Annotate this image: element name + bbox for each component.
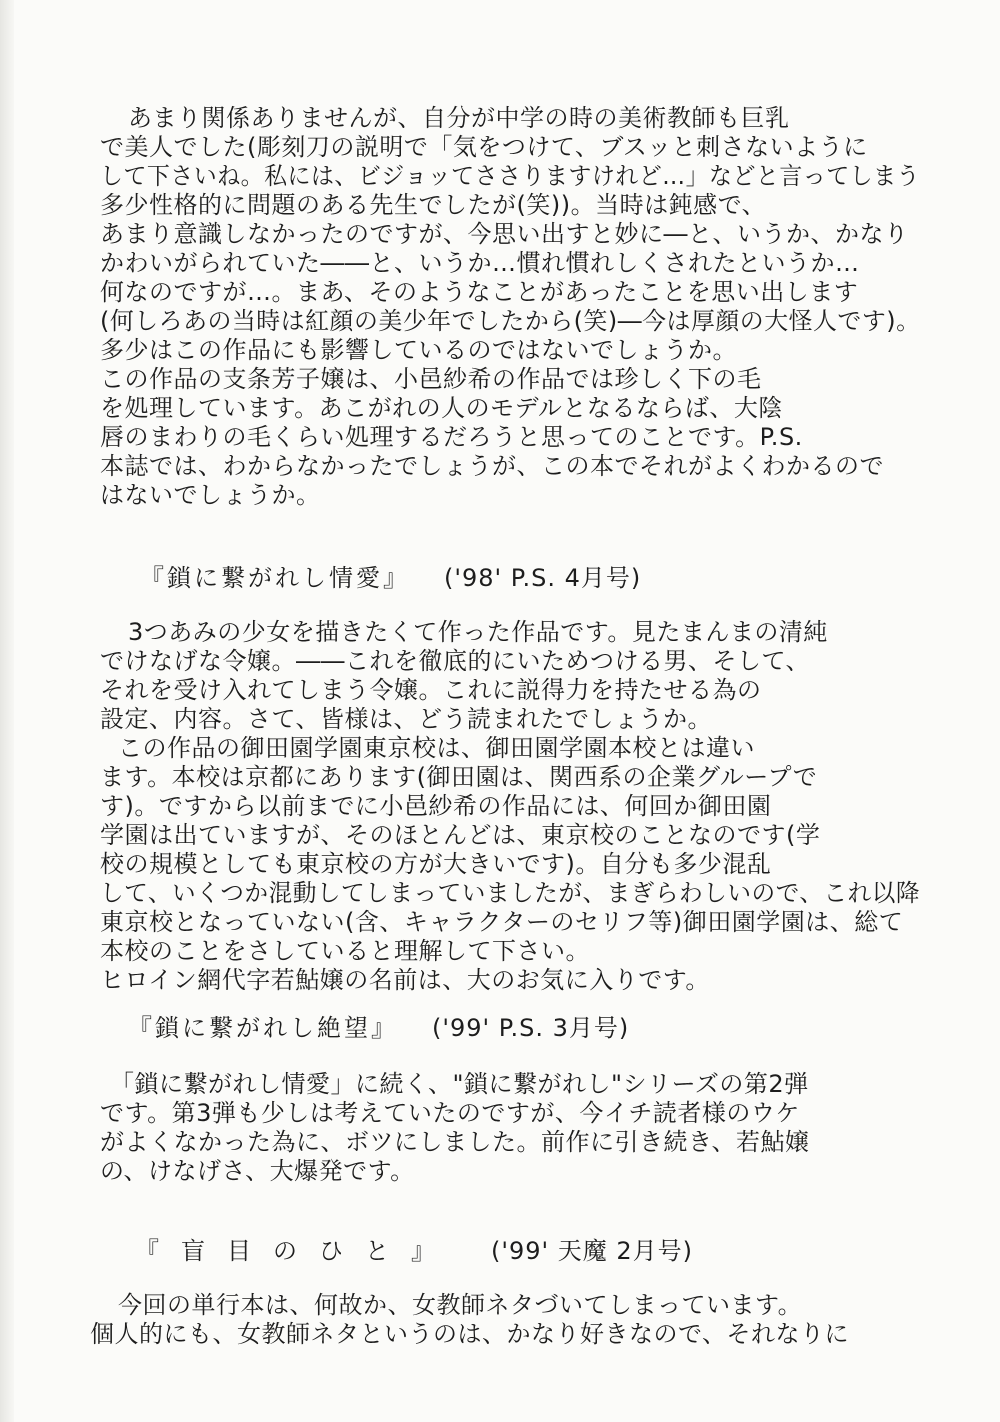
intro-line: して下さいね。私には、ビジョッてささりますけれど…」などと言ってしまう bbox=[100, 162, 921, 190]
intro-line: 多少はこの作品にも影響しているのではないでしょうか。 bbox=[100, 336, 737, 364]
section-issue: ('99' 天魔 2月号) bbox=[491, 1237, 693, 1265]
section-line: ヒロイン網代字若鮎嬢の名前は、大のお気に入りです。 bbox=[100, 966, 710, 994]
section-heading bbox=[128, 1013, 629, 1043]
section-line: 学園は出ていますが、そのほとんどは、東京校のことなのです(学 bbox=[100, 821, 821, 849]
intro-line: 唇のまわりの毛くらい処理するだろうと思ってのことです。P.S. bbox=[100, 423, 803, 451]
section-title: 『盲目のひと』 bbox=[135, 1237, 457, 1265]
section-line: 本校のことをさしていると理解して下さい。 bbox=[100, 937, 590, 965]
section-heading bbox=[135, 1236, 693, 1266]
section-line: ます。本校は京都にあります(御田園は、関西系の企業グループで bbox=[100, 763, 818, 791]
intro-line: を処理しています。あこがれの人のモデルとなるならば、大陰 bbox=[100, 394, 783, 422]
intro-line: かわいがられていた――と、いうか…慣れ慣れしくされたというか… bbox=[100, 249, 860, 277]
section-line: でけなげな令嬢。――これを徹底的にいためつける男、そして、 bbox=[100, 647, 811, 675]
intro-line: 何なのですが…。まあ、そのようなことがあったことを思い出します bbox=[100, 278, 859, 306]
section-line: 「鎖に繋がれし情愛」に続く、"鎖に繋がれし"シリーズの第2弾 bbox=[110, 1070, 809, 1098]
intro-line: あまり意識しなかったのですが、今思い出すと妙に―と、いうか、かなり bbox=[100, 220, 909, 248]
section-line: す)。ですから以前までに小邑紗希の作品には、何回か御田園 bbox=[100, 792, 772, 820]
intro-line: 多少性格的に問題のある先生でしたが(笑))。当時は鈍感で、 bbox=[100, 191, 767, 219]
section-line: 東京校となっていない(含、キャラクターのセリフ等)御田園学園は、総て bbox=[100, 908, 904, 936]
section-line: 今回の単行本は、何故か、女教師ネタづいてしまっています。 bbox=[118, 1291, 803, 1319]
section-title: 『鎖に繋がれし絶望』 bbox=[128, 1014, 398, 1042]
section-line: 個人的にも、女教師ネタというのは、かなり好きなので、それなりに bbox=[90, 1320, 850, 1348]
section-title: 『鎖に繋がれし情愛』 bbox=[140, 564, 410, 592]
intro-line: あまり関係ありませんが、自分が中学の時の美術教師も巨乳 bbox=[128, 104, 790, 132]
section-issue: ('99' P.S. 3月号) bbox=[432, 1014, 630, 1042]
section-line: 校の規模としても東京校の方が大きいです)。自分も多少混乱 bbox=[100, 850, 772, 878]
section-line: して、いくつか混動してしまっていましたが、まぎらわしいので、これ以降 bbox=[100, 879, 921, 907]
section-line: この作品の御田園学園東京校は、御田園学園本校とは違い bbox=[118, 734, 755, 762]
intro-line: 本誌では、わからなかったでしょうが、この本でそれがよくわかるので bbox=[100, 452, 884, 480]
section-line: がよくなかった為に、ボツにしました。前作に引き続き、若鮎嬢 bbox=[100, 1128, 810, 1156]
section-line: 3つあみの少女を描きたくて作った作品です。見たまんまの清純 bbox=[128, 618, 828, 646]
page-binding-edge bbox=[0, 0, 14, 1422]
section-line: です。第3弾も少しは考えていたのですが、今イチ読者様のウケ bbox=[100, 1099, 800, 1127]
section-line: の、けなげさ、大爆発です。 bbox=[100, 1157, 415, 1185]
intro-line: (何しろあの当時は紅顔の美少年でしたから(笑)―今は厚顔の大怪人です)。 bbox=[100, 307, 921, 335]
intro-line: で美人でした(彫刻刀の説明で「気をつけて、ブスッと刺さないように bbox=[100, 133, 868, 161]
section-issue: ('98' P.S. 4月号) bbox=[444, 564, 642, 592]
section-heading bbox=[140, 563, 641, 593]
section-line: 設定、内容。さて、皆様は、どう読まれたでしょうか。 bbox=[100, 705, 713, 733]
section-line: それを受け入れてしまう令嬢。これに説得力を持たせる為の bbox=[100, 676, 762, 704]
intro-line: はないでしょうか。 bbox=[100, 481, 321, 509]
intro-line: この作品の支条芳子嬢は、小邑紗希の作品では珍しく下の毛 bbox=[100, 365, 762, 393]
